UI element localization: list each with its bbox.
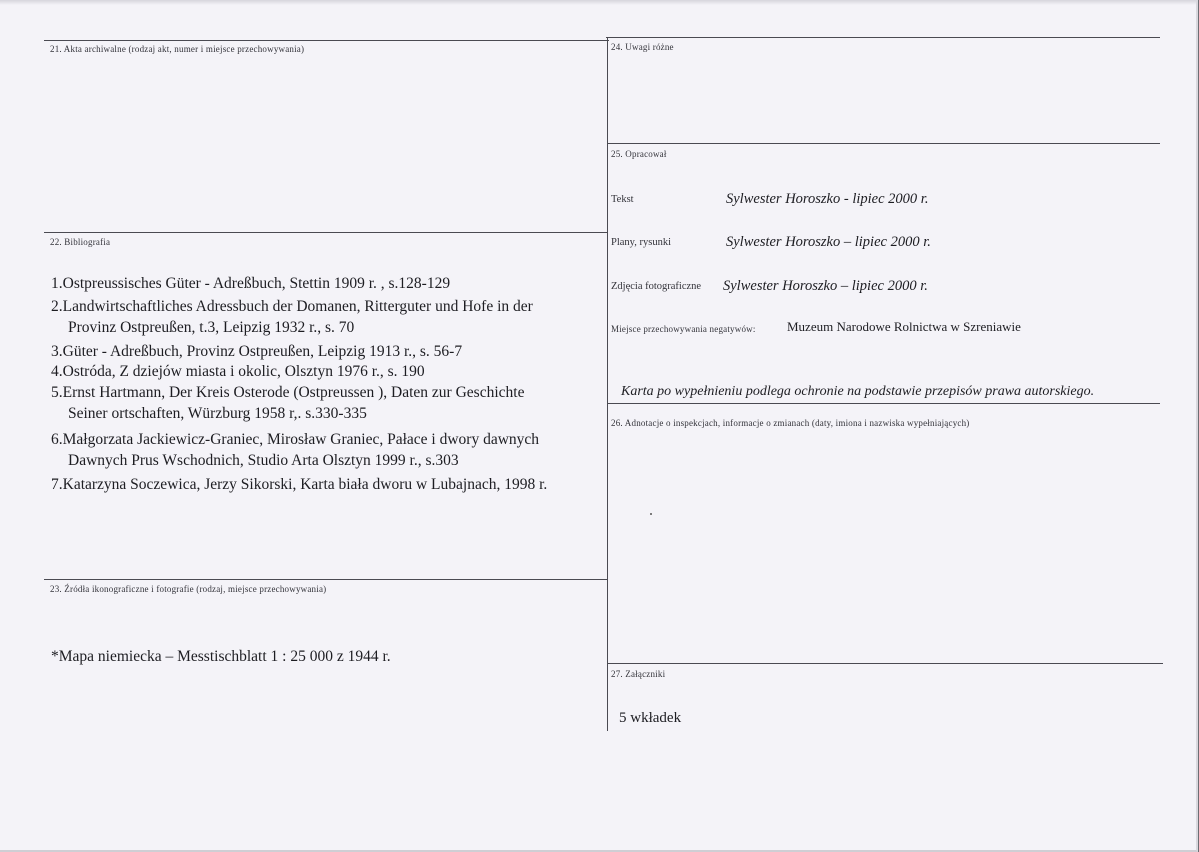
miejsce-value: Muzeum Narodowe Rolnictwa w Szreniawie: [787, 319, 1021, 334]
section-21-label: 21. Akta archiwalne (rodzaj akt, numer i miejsce przechowywania): [50, 44, 305, 54]
divider-25-top: [607, 143, 1160, 144]
divider-top-left: [44, 40, 609, 41]
divider-22-top: [44, 232, 607, 233]
bibliography-item-7: 7.Katarzyna Soczewica, Jerzy Sikorski, Karta biała dworu w Lubajnach, 1998 r.: [51, 476, 548, 493]
section-25-label: 25. Opracował: [611, 149, 667, 159]
plany-label: Plany, rysunki: [611, 237, 671, 248]
divider-27-top: [607, 663, 1163, 664]
plany-value: Sylwester Horoszko – lipiec 2000 r.: [726, 234, 931, 250]
divider-top-right: [606, 37, 1160, 38]
section-27-label: 27. Załączniki: [611, 669, 666, 679]
zdjecia-label: Zdjęcia fotograficzne: [611, 281, 702, 292]
bibliography-item-5: 5.Ernst Hartmann, Der Kreis Osterode (Ostpreussen ), Daten zur Geschichte Seiner ortschaften, Würzburg 1958 r,. s.330-335: [51, 384, 525, 422]
paper-top-shadow: [0, 0, 1196, 5]
divider-copyright-bottom: [607, 403, 1160, 404]
bibliography-item-4: 4.Ostróda, Z dziejów miasta i okolic, Olsztyn 1976 r., s. 190: [51, 363, 425, 380]
section-23-text: *Mapa niemiecka – Messtischblatt 1 : 25 000 z 1944 r.: [51, 648, 391, 665]
ink-speck: [650, 513, 652, 515]
tekst-label: Tekst: [611, 194, 634, 205]
tekst-value: Sylwester Horoszko - lipiec 2000 r.: [726, 191, 929, 207]
divider-23-top: [44, 579, 607, 580]
section-27-text: 5 wkładek: [619, 710, 682, 726]
bibliography-item-1: 1.Ostpreussisches Güter - Adreßbuch, Stettin 1909 r. , s.128-129: [51, 275, 451, 292]
section-26-label: 26. Adnotacje o inspekcjach, informacje o zmianach (daty, imiona i nazwiska wypełniających): [611, 418, 970, 428]
bibliography-item-3: 3.Güter - Adreßbuch, Provinz Ostpreußen, Leipzig 1913 r., s. 56-7: [51, 343, 463, 360]
section-23-label: 23. Źródła ikonograficzne i fotografie (rodzaj, miejsce przechowywania): [50, 584, 327, 594]
bibliography-item-2: 2.Landwirtschaftliches Adressbuch der Domanen, Ritterguter und Hofe in der Provinz Ostpreußen, t.3, Leipzig 1932 r., s. 70: [51, 298, 533, 336]
section-22-label: 22. Bibliografia: [50, 237, 111, 247]
section-24-label: 24. Uwagi różne: [611, 42, 674, 52]
copyright-notice: Karta po wypełnieniu podlega ochronie na podstawie przepisów prawa autorskiego.: [621, 384, 1095, 399]
zdjecia-value: Sylwester Horoszko – lipiec 2000 r.: [723, 278, 928, 294]
miejsce-label: Miejsce przechowywania negatywów:: [611, 324, 756, 334]
bibliography-item-6: 6.Małgorzata Jackiewicz-Graniec, Mirosław Graniec, Pałace i dwory dawnych Dawnych Prus Wschodnich, Studio Arta Olsztyn 1999 r., s.303: [51, 431, 540, 469]
divider-center-vertical: [607, 37, 608, 731]
